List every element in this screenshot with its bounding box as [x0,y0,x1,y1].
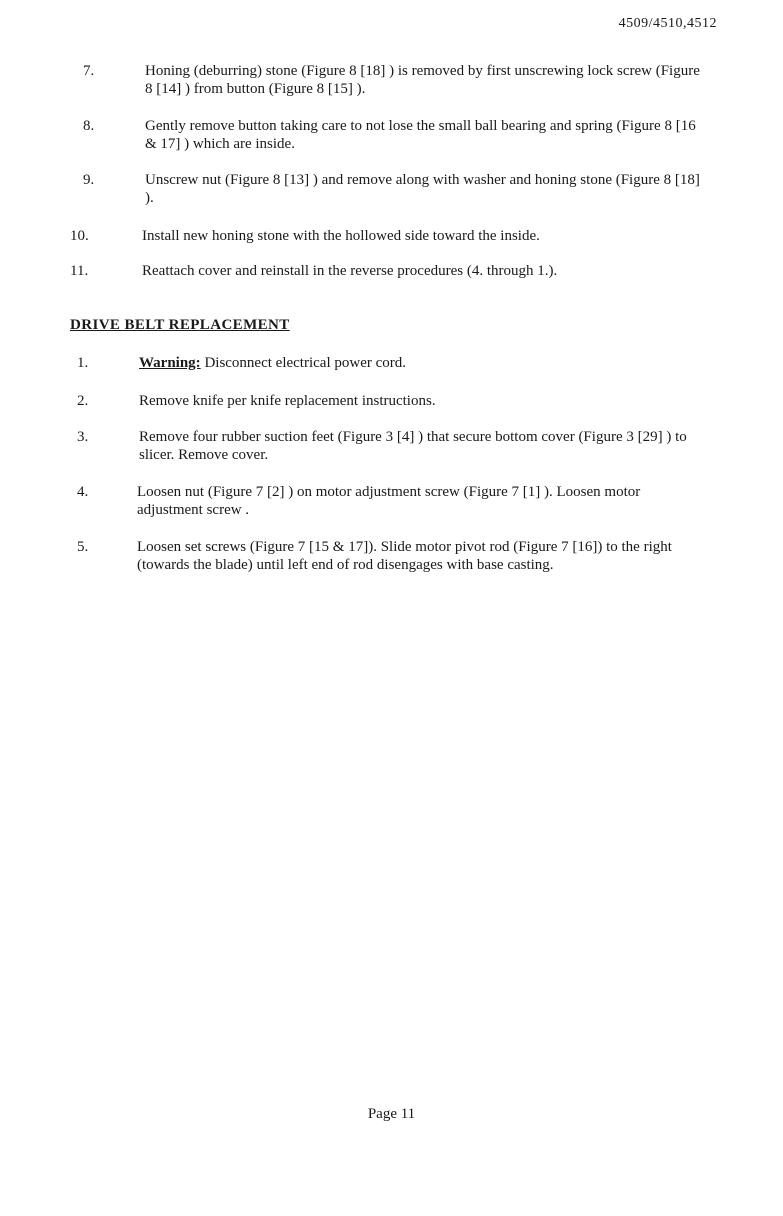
step-number: 2. [77,393,89,409]
doc-number: 4509/4510,4512 [618,16,717,31]
page-number: Page 11 [367,1106,416,1122]
warning-label: Warning: [139,355,201,371]
step-text: Unscrew nut (Figure 8 [13] ) and remove along with washer and honing stone (Figure 8 [18] ). [145,172,700,206]
step-number: 5. [77,539,89,555]
step-text: Remove four rubber suction feet (Figure 3 [4] ) that secure bottom cover (Figure 3 [29] ) to slicer. Remove cover. [139,429,687,463]
step-text: Loosen nut (Figure 7 [2] ) on motor adjustment screw (Figure 7 [1] ). Loosen motor adjustment screw . [137,484,641,518]
step-number: 7. [83,63,95,79]
step-number: 4. [77,484,89,500]
step-number: 3. [77,429,89,445]
step-text [139,354,709,372]
section-title: DRIVE BELT REPLACEMENT [70,317,290,333]
step-number: 9. [83,172,95,188]
step-text: Reattach cover and reinstall in the reverse procedures (4. through 1.). [142,263,558,279]
step-text: Loosen set screws (Figure 7 [15 & 17]). Slide motor pivot rod (Figure 7 [16]) to the right (towards the blade) until left end of rod disengages with base casting. [137,539,672,573]
step-text: Gently remove button taking care to not lose the small ball bearing and spring (Figure 8 [16 & 17] ) which are inside. [145,118,696,152]
warning-text: Disconnect electrical power cord. [204,355,407,371]
step-number: 11. [70,263,89,279]
step-number: 10. [70,228,89,244]
step-number: 1. [77,355,89,371]
step-text: Install new honing stone with the hollowed side toward the inside. [142,228,540,244]
step-number: 8. [83,118,95,134]
step-text: Honing (deburring) stone (Figure 8 [18] ) is removed by first unscrewing lock screw (Figure 8 [14] ) from button (Figure 8 [15] ). [145,63,700,97]
step-text: Remove knife per knife replacement instructions. [139,393,436,409]
